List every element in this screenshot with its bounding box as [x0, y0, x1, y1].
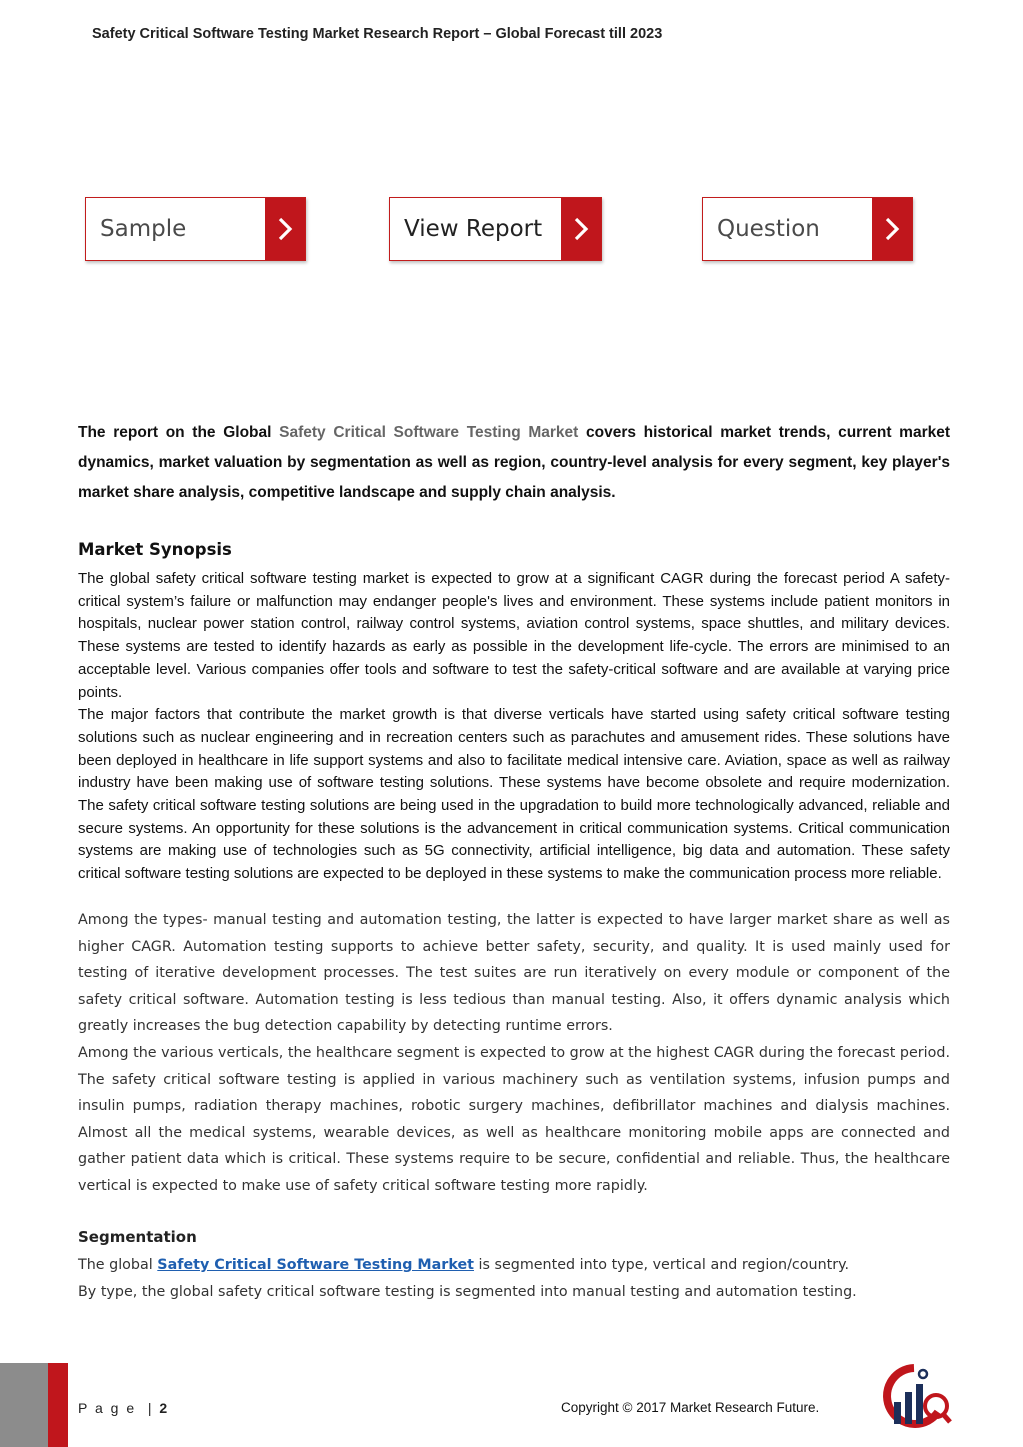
synopsis-paragraph: The global safety critical software testing market is expected to grow at a significant CAGR during the forecast period A safety-critical system’s failure or malfunction may endanger people's lives and environment. These systems include patient monitors in hospitals, nuclear power station control, railway control systems, aviation control systems, space shuttles, and military devices. These systems are tested to identify hazards as early as possible in the development life-cycle. The errors are minimised to an acceptable level. Various companies offer tools and software to test the safety-critical software and are available at varying price points.	[78, 570, 950, 701]
question-button-label: Question	[717, 216, 820, 242]
chevron-right-icon	[265, 198, 305, 260]
view-report-button-label: View Report	[404, 216, 543, 242]
report-intro-paragraph	[78, 418, 950, 508]
synopsis-paragraph: Among the various verticals, the healthcare segment is expected to grow at the highest CAGR during the forecast period. The safety critical software testing is applied in various machinery such as ventilation systems, infusion pumps and insulin pumps, radiation therapy machines, robotic surgery machines, defibrillator machines and dialysis machines. Almost all the medical systems, wearable devices, as well as healthcare monitoring mobile apps are connected and gather patient data which is critical. These systems require to be secure, confidential and reliable. Thus, the healthcare vertical is expected to make use of safety critical software testing more rapidly.	[78, 1044, 950, 1194]
segmentation-body	[78, 1252, 950, 1305]
synopsis-body-part-2	[78, 907, 950, 1200]
sample-button-label: Sample	[100, 216, 187, 242]
copyright-text: Copyright © 2017 Market Research Future.	[561, 1400, 820, 1415]
market-report-link[interactable]: Safety Critical Software Testing Market	[157, 1257, 474, 1273]
page-number	[78, 1400, 167, 1416]
intro-text-end: covers historical market trends, current market dynamics, market valuation by segmentation as well as region, country-level analysis for every segment, key player's market share analysis, competitive landscape and supply chain analysis.	[78, 424, 951, 501]
view-report-button[interactable]	[389, 197, 602, 261]
intro-text-start: The report on the Global	[78, 424, 280, 441]
footer-red-bar	[48, 1363, 68, 1447]
chevron-right-icon	[872, 198, 912, 260]
segmentation-heading: Segmentation	[78, 1228, 197, 1246]
intro-market-name: Safety Critical Software Testing Market	[279, 424, 579, 441]
page-number-value: 2	[159, 1400, 168, 1416]
segmentation-text: is segmented into type, vertical and region/country.	[474, 1257, 850, 1273]
synopsis-paragraph: The major factors that contribute the market growth is that diverse verticals have started using safety critical software testing solutions such as nuclear engineering and in recreation centers such as parachutes and amusement rides. These solutions have been deployed in healthcare in life support systems and also to facilitate medical intensive care. Aviation, space as well as railway industry have been making use of software testing solutions. These systems have become obsolete and require modernization. The safety critical software testing solutions are being used in the upgradation to build more technologically advanced, reliable and secure systems. An opportunity for these solutions is the advancement in critical communication systems. Critical communication systems are making use of technologies such as 5G connectivity, artificial intelligence, big data and automation. These safety critical software testing solutions are expected to be deployed in these systems to make the communication process more reliable.	[78, 706, 950, 883]
chevron-right-icon	[561, 198, 601, 260]
synopsis-body-part-1	[78, 568, 950, 886]
synopsis-paragraph: Among the types- manual testing and automation testing, the latter is expected to have larger market share as well as higher CAGR. Automation testing supports to achieve better safety, security, and quality. It is used mainly used for testing of iterative development processes. The test suites are run iteratively on every module or component of the safety critical software. Automation testing is less tedious than manual testing. Also, it offers dynamic analysis which greatly increases the bug detection capability by detecting runtime errors.	[78, 912, 950, 1035]
segmentation-text: The global	[78, 1257, 158, 1273]
segmentation-line	[78, 1252, 950, 1279]
market-research-future-logo-icon	[876, 1362, 952, 1434]
document-header-title: Safety Critical Software Testing Market Research Report – Global Forecast till 2023	[92, 26, 663, 42]
segmentation-line: By type, the global safety critical software testing is segmented into manual testing and automation testing.	[78, 1283, 857, 1300]
question-button[interactable]	[702, 197, 913, 261]
footer-grey-bar	[0, 1363, 48, 1447]
market-synopsis-heading: Market Synopsis	[78, 540, 232, 559]
sample-button[interactable]	[85, 197, 306, 261]
page-label: P a g e |	[78, 1400, 160, 1416]
